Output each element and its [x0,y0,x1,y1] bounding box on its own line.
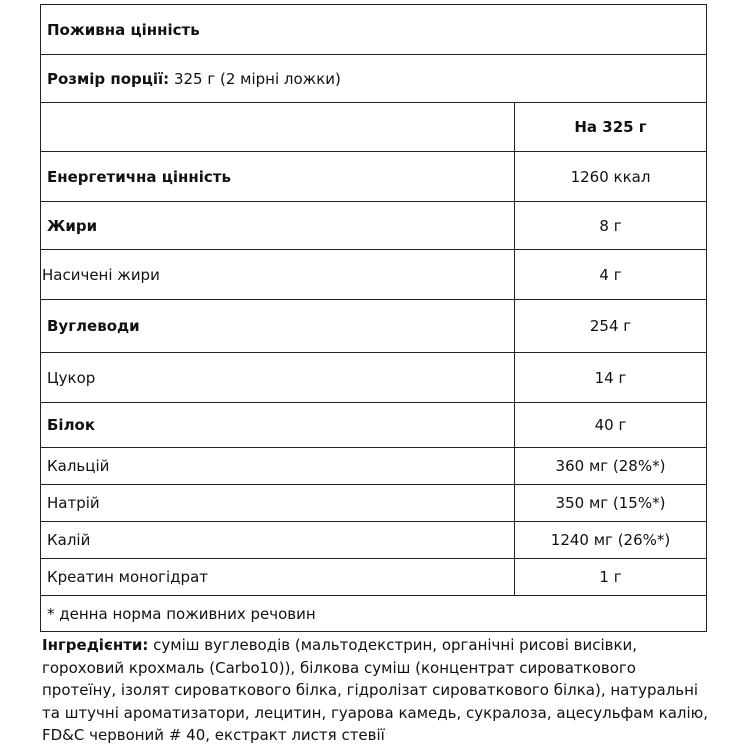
nutrient-name: Калій [41,522,515,559]
nutrition-facts-panel [40,4,709,747]
column-header: На 325 г [515,103,707,152]
nutrient-name: Вуглеводи [41,300,515,353]
nutrient-name: Цукор [41,353,515,403]
header-empty-cell [41,103,515,152]
nutrient-name: Енергетична цінність [41,152,515,202]
nutrient-name: Натрій [41,485,515,522]
ingredients-list: суміш вуглеводів (мальтодекстрин, органічні рисові висівки, гороховий крохмаль (Carbo10)), білкова суміш (концентрат сироваткового протеїну, ізолят сироваткового білка, гідролізат сироваткового білка), натуральні та штучні ароматизатори, лецитин, гуарова камедь, сукралоза, ацесульфам калію, FD&C червоний # 40, екстракт листя стевії [42,636,709,744]
table-row [41,202,707,250]
daily-value-footnote: * денна норма поживних речовин [41,596,707,632]
serving-size [41,55,707,103]
table-row [41,448,707,485]
nutrient-name: Жири [41,202,515,250]
ingredients-label: Інгредієнти: [42,636,149,654]
serving-row [41,55,707,103]
nutrient-value: 360 мг (28%*) [515,448,707,485]
footnote-row [41,596,707,632]
nutrient-value: 8 г [515,202,707,250]
nutrient-value: 14 г [515,353,707,403]
nutrient-name: Креатин моногідрат [41,559,515,596]
table-row [41,250,707,300]
serving-size-value: 325 г (2 мірні ложки) [169,69,341,88]
serving-size-label: Розмір порції: [47,69,170,88]
table-row [41,300,707,353]
ingredients-text [40,634,710,747]
nutrition-title: Поживна цінність [41,5,707,55]
nutrient-value: 254 г [515,300,707,353]
nutrition-table [40,4,707,632]
nutrient-name: Насичені жири [41,250,515,300]
nutrient-value: 1240 мг (26%*) [515,522,707,559]
nutrient-value: 1260 ккал [515,152,707,202]
table-row [41,485,707,522]
nutrient-name: Білок [41,403,515,448]
table-row [41,522,707,559]
header-row [41,103,707,152]
table-row [41,353,707,403]
nutrient-value: 40 г [515,403,707,448]
title-row [41,5,707,55]
table-row [41,403,707,448]
nutrient-value: 1 г [515,559,707,596]
nutrient-value: 350 мг (15%*) [515,485,707,522]
table-row [41,559,707,596]
nutrient-value: 4 г [515,250,707,300]
table-row [41,152,707,202]
nutrient-name: Кальцій [41,448,515,485]
